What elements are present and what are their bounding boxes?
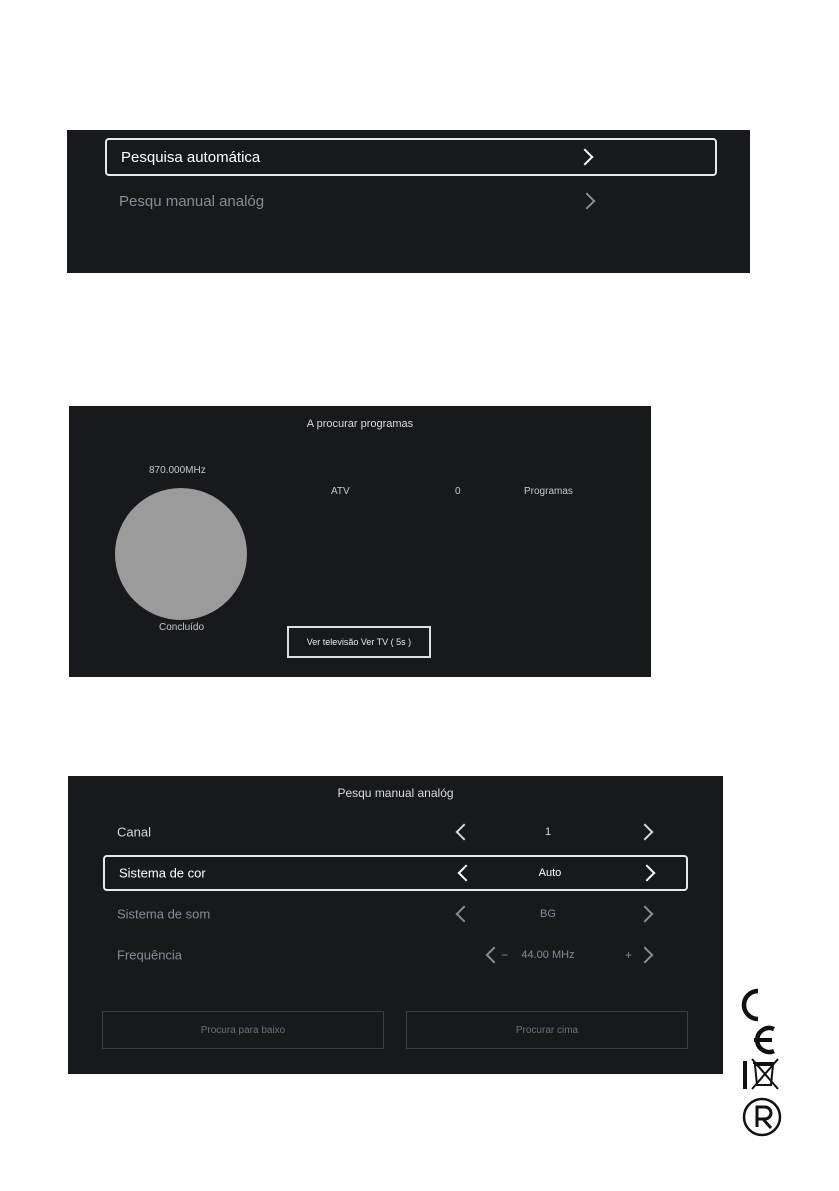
progress-title: A procurar programas bbox=[306, 418, 414, 430]
row-label: Frequência bbox=[117, 947, 183, 963]
chevron-right-icon[interactable] bbox=[637, 906, 654, 923]
minus-icon[interactable]: − bbox=[501, 948, 509, 962]
row-label: Sistema de cor bbox=[119, 865, 206, 881]
chevron-right-icon bbox=[579, 193, 596, 210]
search-up-button[interactable]: Procurar cima bbox=[406, 1011, 688, 1049]
progress-circle bbox=[115, 488, 247, 620]
row-label: Canal bbox=[117, 824, 151, 840]
certification-marks bbox=[740, 985, 784, 1139]
ce-mark-icon bbox=[740, 985, 784, 1025]
frequency-readout: 870.000MHz bbox=[149, 465, 206, 476]
menu-item-auto-search[interactable] bbox=[105, 138, 717, 176]
chevron-left-icon[interactable] bbox=[456, 906, 473, 923]
manual-search-title: Pesqu manual analóg bbox=[337, 786, 454, 800]
row-sound-system[interactable] bbox=[103, 896, 688, 932]
search-down-button[interactable]: Procura para baixo bbox=[102, 1011, 384, 1049]
row-value: Auto bbox=[538, 867, 562, 879]
row-channel[interactable] bbox=[103, 814, 688, 850]
progress-status: Concluído bbox=[159, 622, 205, 633]
watch-tv-button[interactable]: Ver televisão Ver TV ( 5s ) bbox=[287, 626, 431, 658]
chevron-right-icon[interactable] bbox=[639, 865, 656, 882]
ce-mark-e-icon bbox=[740, 1025, 784, 1055]
search-menu-screen bbox=[67, 130, 750, 273]
search-progress-screen bbox=[69, 406, 651, 677]
row-value: 1 bbox=[544, 826, 552, 838]
row-value: 44.00 MHz bbox=[521, 949, 575, 961]
plus-icon[interactable]: + bbox=[625, 948, 633, 962]
chevron-right-icon[interactable] bbox=[637, 824, 654, 841]
channel-count: 0 bbox=[455, 486, 461, 497]
menu-item-label: Pesqu manual analóg bbox=[119, 192, 265, 210]
row-value: BG bbox=[540, 908, 556, 920]
channel-type: ATV bbox=[331, 486, 350, 497]
row-frequency[interactable] bbox=[103, 937, 688, 973]
chevron-right-icon bbox=[577, 149, 594, 166]
menu-item-label: Pesquisa automática bbox=[121, 148, 261, 166]
chevron-left-icon[interactable] bbox=[456, 824, 473, 841]
manual-search-screen bbox=[68, 776, 723, 1074]
rohs-icon bbox=[740, 1095, 784, 1139]
row-color-system[interactable] bbox=[103, 855, 688, 891]
chevron-right-icon[interactable] bbox=[637, 947, 654, 964]
weee-bin-icon bbox=[740, 1055, 784, 1095]
menu-item-manual-analog[interactable] bbox=[105, 182, 717, 220]
chevron-left-icon[interactable] bbox=[458, 865, 475, 882]
channel-unit: Programas bbox=[524, 486, 573, 497]
row-label: Sistema de som bbox=[117, 906, 211, 922]
